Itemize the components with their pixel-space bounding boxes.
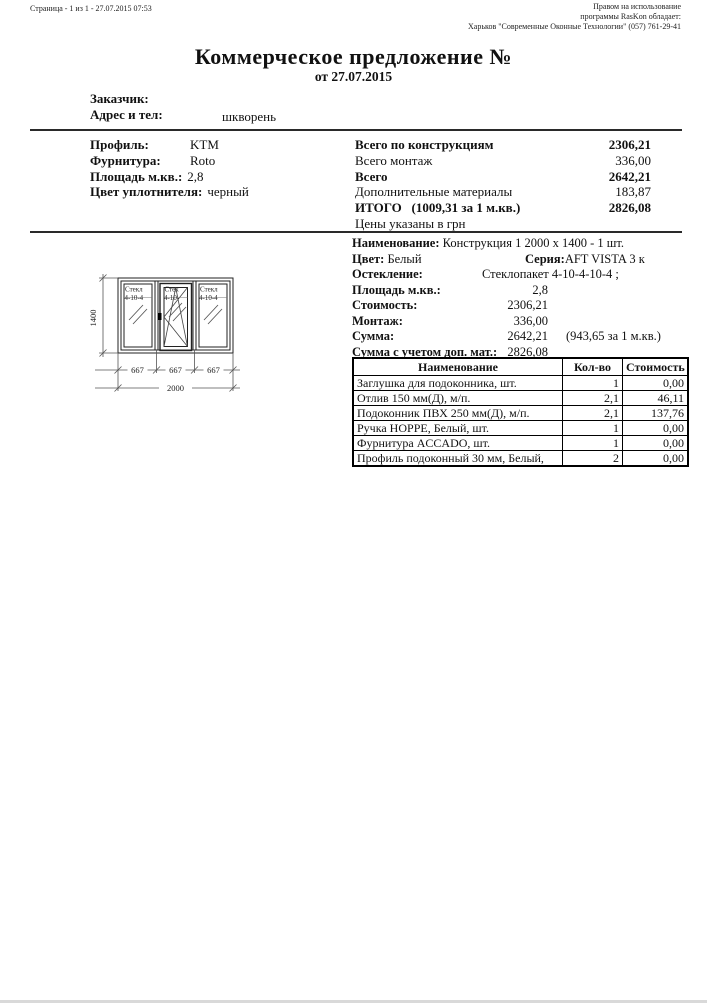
address-value: шкворень — [222, 109, 277, 124]
cost-row: Стоимость: 2306,21 — [352, 298, 548, 312]
sum-row: Сумма: 2642,21 (943,65 за 1 м.кв.) — [352, 329, 661, 343]
grand-total-row: ИТОГО (1009,31 за 1 м.кв.) 2826,08 — [355, 200, 651, 216]
segment-dimension-2: 667 — [169, 365, 182, 375]
header-name: Наименование — [353, 358, 563, 376]
license-info — [468, 2, 681, 32]
currency-note-row: Цены указаны в грн — [355, 215, 466, 231]
install-row: Монтаж: 336,00 — [352, 313, 548, 328]
pane1-label-1: Стекл — [125, 285, 143, 294]
order-totals — [355, 137, 651, 232]
document-title: Коммерческое предложение № — [194, 44, 513, 69]
total-constructions-row: Всего по конструкциям 2306,21 — [355, 137, 651, 152]
area-row: Площадь м.кв.: 2,8 — [90, 168, 204, 184]
color-series-row: Цвет: Белый Серия:AFT VISTA 3 к — [352, 251, 645, 266]
table-row: Профиль подоконный 30 мм, Белый, 2 0,00 — [353, 451, 688, 467]
table-row: Фурнитура ACCADO, шт. 1 0,00 — [353, 436, 688, 451]
construction-name-row: Наименование: Конструкция 1 2000 х 1400 - 1 шт. — [352, 236, 625, 250]
hardware-row: Фурнитура: Roto — [90, 152, 216, 168]
table-row: Отлив 150 мм(Д), м/п. 2,1 46,11 — [353, 391, 688, 406]
pane1-label-2: 4-10-4 — [124, 294, 144, 302]
area-detail-row: Площадь м.кв.: 2,8 — [352, 282, 548, 297]
customer-address-row — [90, 107, 277, 124]
page-number-info: Страница - 1 из 1 - 27.07.2015 07:53 — [30, 4, 152, 13]
table-row: Ручка HOPPE, Белый, шт. 1 0,00 — [353, 421, 688, 436]
dimension-labels — [88, 310, 224, 394]
glazing-labels — [125, 286, 219, 303]
total-row: Всего 2642,21 — [355, 168, 651, 184]
address-label: Адрес и тел: — [90, 107, 163, 122]
header-cost: Стоимость — [623, 358, 689, 376]
seal-color-row: Цвет уплотнителя: черный — [90, 184, 249, 200]
header-qty: Кол-во — [563, 358, 623, 376]
construction-details — [352, 236, 684, 360]
pane2-label-1: Стек — [164, 285, 179, 294]
total-install-row: Всего монтаж 336,00 — [355, 152, 651, 168]
order-properties — [90, 137, 249, 200]
profile-row: Профиль: KTM — [90, 137, 219, 152]
table-row: Подоконник ПВХ 250 мм(Д), м/п. 2,1 137,76 — [353, 406, 688, 421]
license-line-1: Правом на использование — [593, 2, 681, 11]
divider-middle — [30, 231, 682, 233]
window-drawing — [85, 260, 260, 400]
pane3-label-2: 4-10-4 — [199, 294, 218, 302]
table-row: Заглушка для подоконника, шт. 1 0,00 — [353, 376, 688, 391]
segment-dimension-3: 667 — [207, 365, 220, 375]
glass-hatch — [129, 303, 222, 324]
total-width-dimension: 2000 — [167, 383, 184, 393]
license-line-3: Харьков "Современные Оконные Технологии" (057) 761-29-41 — [468, 22, 681, 31]
materials-header-row — [353, 358, 688, 376]
customer-label: Заказчик: — [90, 91, 149, 106]
pane3-label-1: Стекл — [200, 285, 218, 294]
divider-top — [30, 129, 682, 131]
license-line-2: программы RasKon обладает: — [580, 12, 681, 21]
handle-mark — [158, 313, 162, 320]
pane2-label-2: 4-10- — [164, 294, 180, 302]
materials-table — [352, 357, 689, 467]
sum-with-materials-row: Сумма с учетом доп. мат.: 2826,08 — [352, 344, 548, 359]
document-date: от 27.07.2015 — [314, 69, 393, 84]
glazing-row: Остекление: Стеклопакет 4-10-4-10-4 ; — [352, 267, 619, 281]
height-dimension: 1400 — [88, 309, 98, 327]
extra-materials-row: Дополнительные материалы 183,87 — [355, 184, 651, 200]
segment-dimension-1: 667 — [131, 365, 144, 375]
